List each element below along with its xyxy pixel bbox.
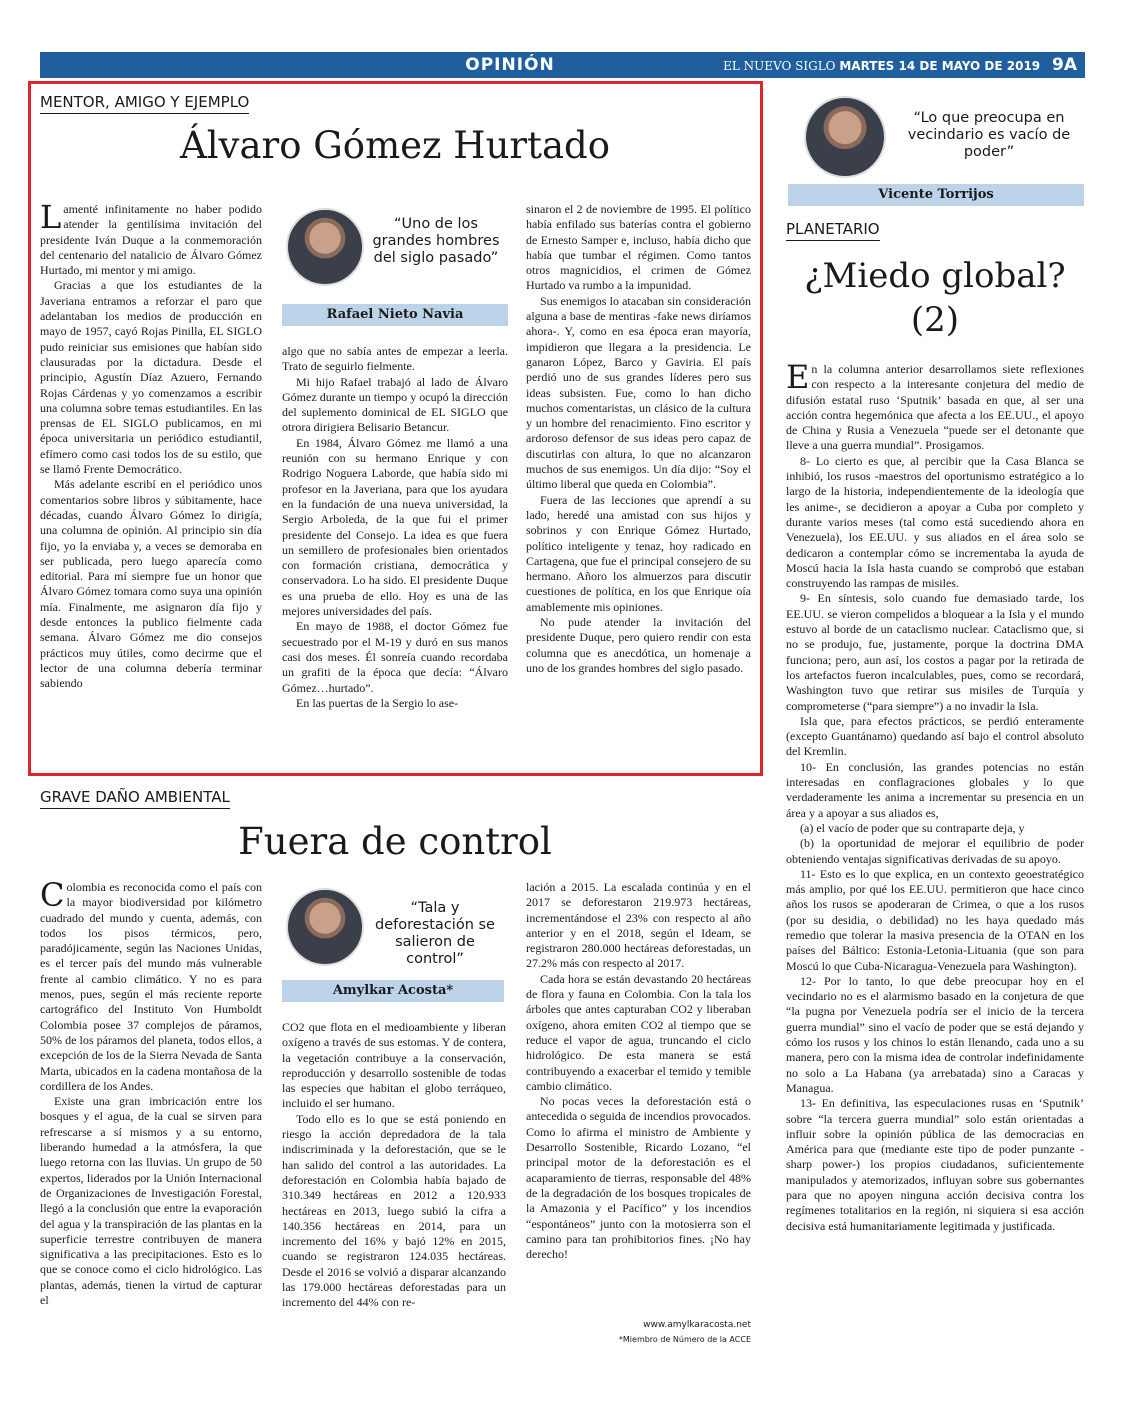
article1-paragraph: Mi hijo Rafael trabajó al lado de Álvaro Gómez durante un tiempo y ocupó la dirección del suplemento dominical de EL SIGLO que otrora dirigiera Belisario Betancur.: [282, 374, 508, 435]
article1-paragraph: No pude atender la invitación del presidente Duque, pero quiero rendir con esta columna que es anecdótica, un homenaje a uno de los grandes hombres del siglo pasado.: [526, 615, 751, 675]
article2-paragraph: lación a 2015. La escalada continúa y en el 2017 se deforestaron 219.973 hectáreas, incrementándose el 23% con respecto al año anterior y en el 2018, según el Ideam, se registraron 280.000 hectáreas deforestadas, un 27.2% más con respecto al 2017.: [526, 880, 751, 971]
article3-paragraph: (a) el vacío de poder que su contraparte deja, y: [800, 820, 1025, 835]
article1-paragraph: Fuera de las lecciones que aprendí a su lado, heredé una amistad con sus hijos y sobrinos y con Enrique Gómez Hurtado, político inteligente y tenaz, hoy radicado en Cartagena, que fue el principal consejero de su hermano. Añoro los almuerzos para discutir cuestiones de política, en los que Enrique oía amablemente mis opiniones.: [526, 492, 751, 614]
article3-paragraph: 12- Por lo tanto, lo que debe preocupar hoy en el vecindario no es el alarmismo basado en la conjetura de que “la pugna por Venezuela podría ser el inicio de la tercera guerra mundial” sino el vacío de poder que se está dejando y cómo los rusos y los chinos lo están llenando, cada uno a su manera, pero con la misma idea de controlar indefinidamente no solo a La Habana (ya arrebatada) sino a Caracas y Managua.: [786, 973, 1084, 1095]
article2-paragraph: No pocas veces la deforestación está o antecedida o seguida de incendios provocados. Como lo afirma el ministro de Ambiente y Desarrollo Sostenible, Ricardo Lozano, “el principal motor de la deforestación es el acaparamiento de tierras, responsable del 48% de la degradación de los bosques tropicales de la Amazonia y el Pacífico” y los incendios “espontáneos” junto con la motosierra son el camino para tan prohibitorios fines. ¡No hay derecho!: [526, 1094, 751, 1262]
author-website: www.amylkaracosta.net: [643, 1320, 751, 1330]
article2-paragraph: Cada hora se están devastando 20 hectáreas de flora y fauna en Colombia. Con la tala los árboles que antes capturaban CO2 y liberaban oxígeno, ahora emiten CO2 al tiempo que se reduce el vapor de agua, truncando el ciclo hidrológico. De esta manera se está contribuyendo a exacerbar el temido y temible cambio climático.: [526, 971, 751, 1093]
article2-paragraph: olombia es reconocida como el país con la mayor biodiversidad por kilómetro cuadrado del mundo y cuenta, además, con todos los pisos térmicos, pero, paradójicamente, según las Naciones Unidas, es el tercer país del mundo más vulnerable frente al cambio climático. Y no es para menos, pues, según el más reciente reporte cartográfico del Instituto Von Humboldt Colombia posee 37 complejos de páramos, 50% de los páramos del planeta, todos ellos, a excepción de los de la Sierra Nevada de Santa Marta, ubicados en la cadena montañosa de la cordillera de los Andes.: [40, 880, 262, 1093]
article1-paragraph: En las puertas de la Sergio lo ase-: [296, 695, 459, 710]
article3-quote-box: [788, 92, 1084, 206]
article3-paragraph: 11- Esto es lo que explica, en un contexto geoestratégico más amplio, por qué los EE.UU. permitieron que hace cinco años los rusos se apoderaran de Crimea, o que a los rusos (por su desidia, o debilidad) no les haya quedado más remedio que tolerar la masiva presencia de la OTAN en los países del Báltico: Estonia-Letonia-Lituania (que son para Moscú lo que Cuba-Nicaragua-Venezuela para Washington).: [786, 866, 1084, 973]
article3-paragraph: n la columna anterior desarrollamos siete reflexiones con respecto a la interesante conjetura del medio de difusión estatal ruso ‘Sputnik’ basada en que, al ser una acción contra hegemónica que afecta a los EE.UU., el apoyo de China y Rusia a Venezuela “puede ser el detonante que lleve a una guerra mundial”. Prosigamos.: [786, 362, 1084, 453]
article1-paragraph: sinaron el 2 de noviembre de 1995. El político había enfilado sus baterías contra el gobierno de Ernesto Samper e, incluso, había dicho que había que tumbar el régimen. Como tantos otros magnicidios, el crimen de Gómez Hurtado va rumbo a la impunidad.: [526, 202, 751, 293]
article2-headline: Fuera de control: [238, 820, 552, 863]
article3-paragraph: 8- Lo cierto es que, al percibir que la Casa Blanca se inhibió, los rusos -maestros del oportunismo estratégico a lo largo de la historia, independientemente de la ideología que les anime-, se decidieron a apoyar a Cuba por completo y durante varios meses (tal como está sucediendo ahora en Venezuela), los EE.UU. y sus aliados en el área solo se dedicaron a contemplar cómo se incrementaba la ayuda de Moscú hacia la Isla hasta cuando se comprobó que estaban construyendo las rampas de misiles.: [786, 453, 1084, 591]
article1-paragraph: Gracias a que los estudiantes de la Javeriana entramos a reforzar el paro que adelantaban los medios de producción en mayo de 1957, cayó Rojas Pinilla, EL SIGLO pudo reiniciar sus emisiones que habían sido clausuradas por la dictadura. Desde el principio, Agustín Díaz Azuero, Fernando Rojas Cárdenas y yo comenzamos a escribir una columna sobre temas estudiantiles. En las prensas de EL SIGLO publicamos, en mi época universitaria un periódico estudiantil, efímero como casi todos los de su estilo, que se llamó Frente Democrático.: [40, 278, 262, 477]
article3-paragraph: (b) la oportunidad de mejorar el equilibrio de poder obteniendo ventajas significativas derivadas de su apoyo.: [786, 836, 1084, 866]
article1-paragraph: Más adelante escribí en el periódico unos comentarios sobre libros y súbitamente, hace décadas, cuando Álvaro Gómez lo dirigía, una columna de opinión. Al principio sin día fijo, yo la enviaba y, a veces se demoraba en ser publicada, pero luego aparecía como editorial. Para mí siempre fue un honor que Álvaro Gómez tomara como suya una opinión mía. Finalmente, me asignaron día fijo y desde entonces la publico fielmente cada semana. Álvaro Gómez me dio consejos prácticos muy útiles, como decirme que el lector de una columna debería terminar sabiendo: [40, 477, 262, 691]
article2-paragraph: CO2 que flota en el medioambiente y liberan oxígeno a través de sus estomas. Y de contera, la vegetación contribuye a la conservación, reproducción y desarrollo sostenible de todas las especies que habitan el globo terráqueo, incluido el ser humano.: [282, 1020, 506, 1111]
article1-column-2: [282, 344, 508, 762]
author-footnote: *Miembro de Número de la ACCE: [618, 1335, 751, 1344]
article1-paragraph: En mayo de 1988, el doctor Gómez fue secuestrado por el M-19 y duró en sus manos casi dos meses. Él sonreía cuando recordaba un grafiti de la época que decía: “Álvaro Gómez…hurtado”.: [282, 619, 508, 695]
section-header-bar: [40, 52, 1085, 78]
masthead: [723, 52, 1077, 78]
article3-kicker: PLANETARIO: [786, 220, 880, 241]
article1-column-1: Lamenté infinitamente no haber podido atender la gentilísima invitación del presidente Iván Duque a la conmemoración del centenario del natalicio de Álvaro Gómez Hurtado, mi mentor y mi amigo. Gracias a que los estudiantes de la Javeriana entramos a reforzar el paro que adelantaban los medios de producción en mayo de 1957, cayó Rojas Pinilla, EL SIGLO pudo reiniciar sus emisiones que habían sido clausuradas por la dictadura. Desde el principio, Agustín Díaz Azuero, Fernando Rojas Cárdenas y yo comenzamos a escribir una columna sobre temas estudiantiles. En las prensas de EL SIGLO publicamos, en mi época universitaria un periódico estudiantil, efímero como casi todos los de su estilo, que se llamó Frente Democrático. Más adelante escribí en el periódico unos comentarios sobre libros y súbitamente, hace décadas, cuando Álvaro Gómez lo dirigía, una columna de opinión. Al principio sin día fijo, yo la enviaba y, a veces se demoraba en ser publicada, pero luego aparecía como editorial. Para mí siempre fue un honor que Álvaro Gómez tomara como suya una opinión mía. Finalmente, me asignaron día fijo y desde entonces la publico fielmente cada semana. Álvaro Gómez me dio consejos prácticos muy útiles, como decirme que el lector de una columna debería terminar sabiendo: [40, 202, 262, 691]
article1-headline: Álvaro Gómez Hurtado: [180, 124, 610, 167]
article1-quote-box: [282, 204, 508, 330]
article1-paragraph: amenté infinitamente no haber podido atender la gentilísima invitación del presidente Iván Duque a la conmemoración del centenario del natalicio de Álvaro Gómez Hurtado, mi mentor y mi amigo.: [40, 202, 262, 278]
pull-quote: “Tala y deforestación se salieron de control”: [375, 900, 495, 967]
article3-paragraph: 10- En conclusión, las grandes potencias no están interesadas en conflagraciones globales y lo que verdaderamente les anima a incrementar su presencia en un área y a apoyar a sus aliados es,: [786, 759, 1084, 820]
article2-column-3: [526, 880, 751, 1310]
article2-column-1: Colombia es reconocida como el país con la mayor biodiversidad por kilómetro cuadrado del mundo y cuenta, además, con todos los pisos térmicos, pero, paradójicamente, según las Naciones Unidas, es el tercer país del mundo más vulnerable frente al cambio climático. Y no es para menos, pues, según el más reciente reporte cartográfico del Instituto Von Humboldt Colombia posee 37 complejos de páramos, 50% de los páramos del planeta, todos ellos, a excepción de los de la Sierra Nevada de Santa Marta, ubicados en la cadena montañosa de la cordillera de los Andes. Existe una gran imbricación entre los bosques y el agua, de la cual se sirven para refrescarse a sí mismos y a su entorno, liberando humedad a la atmósfera, la que luego retorna con las lluvias. Un grupo de 50 expertos, liderados por la Unión Internacional de Organizaciones de Investigación Forestal, llegó a la conclusión que entre la evaporación del agua y la transpiración de las plantas en la superficie terrestre contribuyen de manera significativa a las precipitaciones. Esto es lo que se conoce como el ciclo hidrológico. Las plantas, además, tienen la virtud de capturar el: [40, 880, 262, 1308]
article3-paragraph: 9- En síntesis, solo cuando fue demasiado tarde, los EE.UU. se vieron compelidos a bloquear a la Isla y el mundo estuvo al borde de un cataclismo nuclear. Cataclismo que, si no se produjo, fue, justamente, porque la doctrina DMA funciona; pero, aun así, los costos a pagar por la retirada de los artefactos fueron incalculables, pues, como se recordará, Washington tuvo que retirar sus misiles de Turquía y comprometerse (“para siempre”) a no invadir la Isla.: [786, 591, 1084, 713]
article2-paragraph: Todo ello es lo que se está poniendo en riesgo la acción depredadora de la tala indiscriminada y la deforestación, que se le han salido del control a las autoridades. La deforestación en Colombia había bajado de 310.349 hectáreas en 2012 a 120.933 hectáreas en 2013, luego subió la cifra a 140.356 hectáreas en 2014, para un incremento del 16% y bajó 12% en 2015, cuando se registraron 124.035 hectáreas. Desde el 2016 se volvió a disparar alcanzando las 179.000 hectáreas deforestadas para un incremento del 44% con re-: [282, 1111, 506, 1310]
author-photo: [286, 208, 364, 286]
pull-quote: “Uno de los grandes hombres del siglo pasado”: [372, 216, 500, 266]
article2-quote-box: [282, 884, 504, 1006]
article2-column-2: [282, 1020, 506, 1350]
page-number: 9A: [1052, 55, 1077, 75]
pull-quote: “Lo que preocupa en vecindario es vacío de poder”: [907, 110, 1071, 160]
article2-kicker: GRAVE DAÑO AMBIENTAL: [40, 788, 230, 809]
article1-paragraph: En 1984, Álvaro Gómez me llamó a una reunión con su hermano Enrique y con Rodrigo Noguera Laborde, que había sido mi profesor en la Javeriana, para que los ayudara en la fundación de una nueva universidad, la Sergio Arboleda, de la que fui el primer presidente del Consejo. La idea es que fuera un semillero de profesionales bien orientados con formación cristiana, democrática y conservadora. Lo ha sido. El presidente Duque es una prueba de ello. Hoy es una de las mejores universidades del país.: [282, 435, 508, 619]
author-photo: [804, 96, 886, 178]
article3-paragraph: 13- En definitiva, las especulaciones rusas en ‘Sputnik’ sobre “la tercera guerra mundial” solo están orientadas a influir sobre la opinión pública de las democracias en América para que (mediante este tipo de poder punzante -sharp power-) los propios ciudadanos, suficientemente manipulados y atemorizados, influyan sobre sus gobernantes para que no apoyen ninguna acción decisiva contra los regímenes totalitarios en la región, ni siquiera si esa acción decisiva está humanitariamente legitimada y justificada.: [786, 1096, 1084, 1233]
article1-paragraph: Sus enemigos lo atacaban sin consideración alguna a base de mentiras -fake news diríamos ahora-. Y, como en esa época eran mayoría, impidieron que llegara a la presidencia. Le ganaron López, Barco y Gaviria. El país perdió uno de sus grandes líderes pero sus ideas subsisten. Fue, como lo han dicho muchos comentaristas, un clásico de la cultura y un hombre del renacimiento. Fino escritor y ardoroso defensor de sus ideas pero capaz de discutirlas con altura, lo que no alcanzaron muchos de sus enemigos. Un día dijo: “Soy el último liberal que queda en Colombia”.: [526, 293, 751, 492]
article2-paragraph: Existe una gran imbricación entre los bosques y el agua, de la cual se sirven para refrescarse a sí mismos y a su entorno, liberando humedad a la atmósfera, la que luego retorna con las lluvias. Un grupo de 50 expertos, liderados por la Unión Internacional de Organizaciones de Investigación Forestal, llegó a la conclusión que entre la evaporación del agua y la transpiración de las plantas en la superficie terrestre contribuyen de manera significativa a las precipitaciones. Esto es lo que se conoce como el ciclo hidrológico. Las plantas, además, tienen la virtud de capturar el: [40, 1094, 262, 1308]
article1-column-3: [526, 202, 751, 764]
issue-date: MARTES 14 DE MAYO DE 2019: [839, 59, 1041, 73]
author-name: Rafael Nieto Navia: [282, 304, 508, 326]
newspaper-name: EL NUEVO SIGLO: [723, 59, 836, 73]
section-title: OPINIÓN: [465, 55, 555, 75]
author-name: Vicente Torrijos: [788, 184, 1084, 206]
article1-paragraph: algo que no sabía antes de empezar a leerla. Trato de seguirlo fielmente.: [282, 344, 508, 374]
author-name: Amylkar Acosta*: [282, 980, 504, 1002]
article1-kicker: MENTOR, AMIGO Y EJEMPLO: [40, 93, 249, 114]
author-photo: [286, 888, 364, 966]
article3-paragraph: Isla que, para efectos prácticos, se perdió enteramente (excepto Guantánamo) quedando así bajo el control absoluto del Kremlin.: [786, 713, 1084, 759]
article3-headline-line2: (2): [910, 300, 960, 340]
article3-body: En la columna anterior desarrollamos siete reflexiones con respecto a la interesante conjetura del medio de difusión estatal ruso ‘Sputnik’ basada en que, al ser una acción contra hegemónica que afecta a los EE.UU., el apoyo de China y Rusia a Venezuela “puede ser el detonante que lleve a una guerra mundial”. Prosigamos. 8- Lo cierto es que, al percibir que la Casa Blanca se inhibió, los rusos -maestros del oportunismo estratégico a lo largo de la historia, independientemente de la ideología que les anime-, se decidieron a apoyar a Cuba por completo y durante varios meses (tal como está sucediendo ahora en Venezuela), los EE.UU. y sus aliados en el área solo se dedicaron a contemplar cómo se incrementaba la ayuda de Moscú hacia la Isla hasta cuando se comprobó que estaban construyendo las rampas de misiles. 9- En síntesis, solo cuando fue demasiado tarde, los EE.UU. se vieron compelidos a bloquear a la Isla y el mundo estuvo al borde de un cataclismo nuclear. Cataclismo que, si no se produjo, fue, justamente, porque la doctrina DMA funciona; pero, aun así, los costos a pagar por la retirada de los artefactos fueron incalculables, pues, como se recordará, Washington tuvo que retirar sus misiles de Turquía y comprometerse (“para siempre”) a no invadir la Isla. Isla que, para efectos prácticos, se perdió enteramente (excepto Guantánamo) quedando así bajo el control absoluto del Kremlin. 10- En conclusión, las grandes potencias no están interesadas en conflagraciones globales y lo que verdaderamente les anima a incrementar su presencia en un área y a apoyar a sus aliados es, (a) el vacío de poder que su contraparte deja, y (b) la oportunidad de mejorar el equilibrio de poder obteniendo ventajas significativas derivadas de su apoyo. 11- Esto es lo que explica, en un contexto geoestratégico más amplio, por qué los EE.UU. permitieron que hace cinco años los rusos se apoderaran de Crimea, o que a los rusos (por su desidia, o debilidad) no les haya quedado más remedio que tolerar la masiva presencia de la OTAN en los países del Báltico: Estonia-Letonia-Lituania (que son para Moscú lo que Cuba-Nicaragua-Venezuela para Washington). 12- Por lo tanto, lo que debe preocupar hoy en el vecindario no es el alarmismo basado en la conjetura de que “la pugna por Venezuela podría ser el inicio de la tercera guerra mundial” sino el vacío de poder que se está dejando y cómo los rusos y los chinos lo están llenando, cada uno a su manera, pero con la misma idea de controlar indefinidamente no solo a La Habana (ya arrebatada) sino a Caracas y Managua. 13- En definitiva, las especulaciones rusas en ‘Sputnik’ sobre “la tercera guerra mundial” solo están orientadas a influir sobre la opinión pública de las democracias en América para que (mediante este tipo de poder punzante -sharp power-) los propios ciudadanos, suficientemente manipulados y atemorizados, influyan sobre sus gobernantes para que no apoyen ninguna acción decisiva contra los regímenes totalitarios en la región, ni siquiera si esa acción decisiva está humanitariamente legitimada y justificada.: [786, 362, 1084, 1233]
article3-headline-line1: ¿Miedo global?: [804, 256, 1066, 296]
